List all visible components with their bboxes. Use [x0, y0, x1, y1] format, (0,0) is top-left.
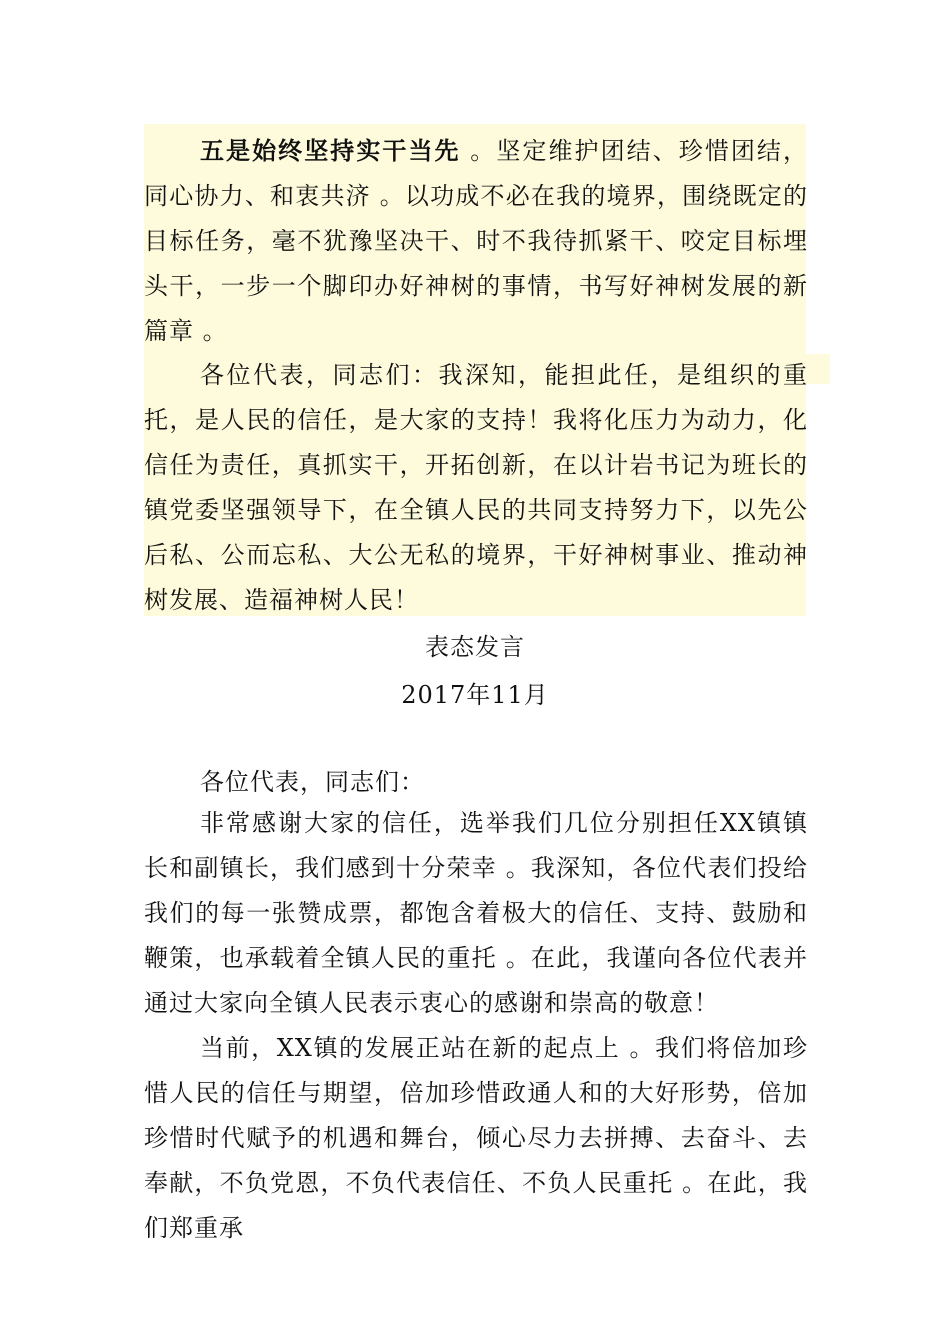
speech-title: 表态发言: [425, 633, 525, 661]
paragraph-five-heading: 五是始终坚持实干当先: [200, 136, 461, 165]
paragraph-commitment: 当前，XX镇的发展正站在新的起点上 。我们将倍加珍惜人民的信任与期望，倍加珍惜政通人和的大好形势，倍加珍惜时代赋予的机遇和舞台，倾心尽力去拼搏、去奋斗、去奉献，不负党恩，不负代表信任、不负人民重托 。在此，我们郑重承: [144, 1034, 808, 1242]
speech-date: 2017年11月: [401, 681, 549, 709]
text-highlight-edge: [806, 354, 830, 384]
paragraph-thanks: 非常感谢大家的信任，选举我们几位分别担任XX镇镇长和副镇长，我们感到十分荣幸 。我深知，各位代表们投给我们的每一张赞成票，都饱含着极大的信任、支持、鼓励和鞭策，也承载着全镇人民的重托 。在此，我谨向各位代表并通过大家向全镇人民表示衷心的感谢和崇高的敬意！: [144, 809, 808, 1017]
paragraph-five: [144, 128, 808, 354]
salutation: 各位代表，同志们：: [200, 768, 425, 796]
paragraph-five-body: 。坚定维护团结、珍惜团结，同心协力、和衷共济 。以功成不必在我的境界，围绕既定的目标任务，毫不犹豫坚决干、时不我待抓紧干、咬定目标埋头干，一步一个脚印办好神树的事情，书写好神树发展的新篇章 。: [144, 137, 808, 345]
paragraph-closing: 各位代表，同志们：我深知，能担此任，是组织的重托，是人民的信任，是大家的支持！我将化压力为动力，化信任为责任，真抓实干，开拓创新，在以计岩书记为班长的镇党委坚强领导下，在全镇人民的共同支持努力下，以先公后私、公而忘私、大公无私的境界，干好神树事业、推动神树发展、造福神树人民！: [144, 361, 808, 614]
